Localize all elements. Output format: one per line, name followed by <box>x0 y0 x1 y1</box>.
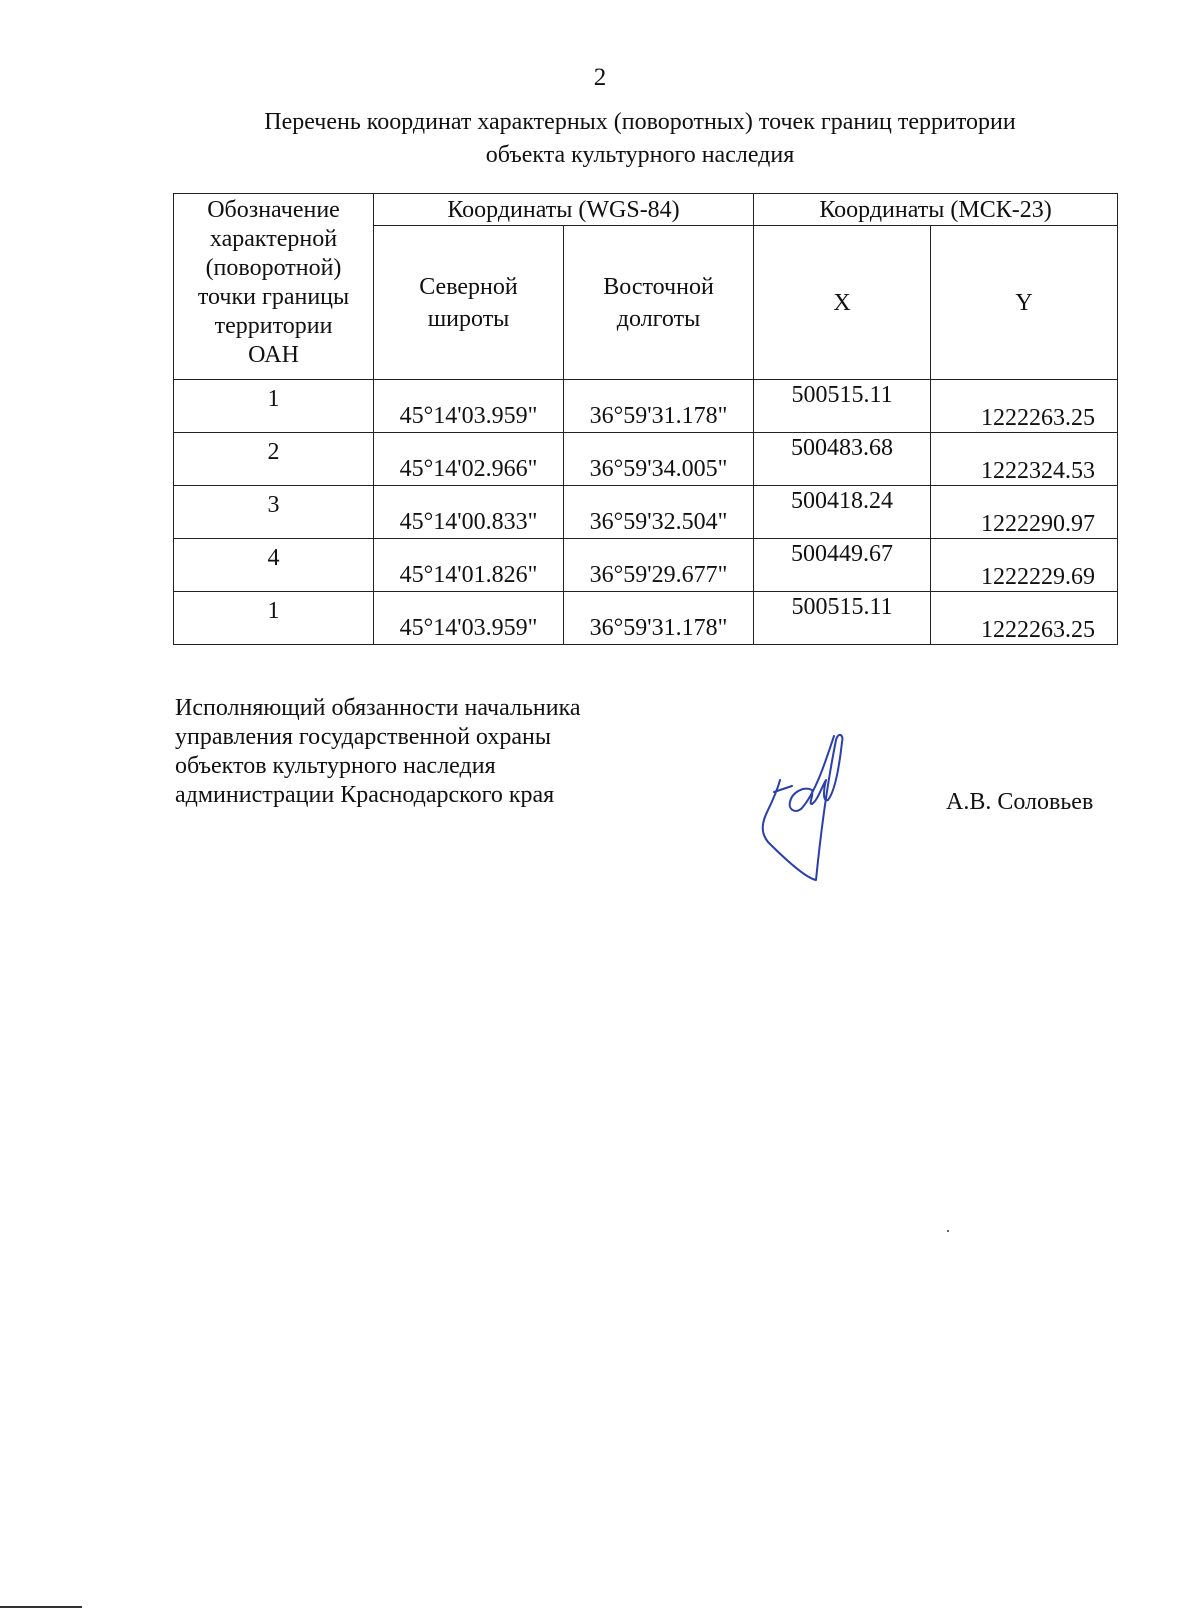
handwritten-signature-icon <box>756 730 876 890</box>
header-lat-line: широты <box>427 305 510 332</box>
cell-longitude: 36°59'31.178" <box>564 380 754 433</box>
cell-point-number: 3 <box>174 486 374 539</box>
header-lat-line: Северной <box>419 273 518 300</box>
header-north-latitude <box>374 226 564 380</box>
cell-latitude: 45°14'00.833" <box>374 486 564 539</box>
header-y: Y <box>931 226 1118 380</box>
cell-point-number: 1 <box>174 380 374 433</box>
header-point-line: Обозначение <box>207 197 340 223</box>
header-group-wgs84: Координаты (WGS-84) <box>374 194 754 226</box>
cell-x: 500418.24 <box>754 486 931 539</box>
header-point-line: точки границы <box>197 284 350 310</box>
cell-x: 500449.67 <box>754 539 931 592</box>
signer-position-line: управления государственной охраны <box>175 724 551 750</box>
document-title <box>160 106 1120 172</box>
table-row <box>174 539 1118 592</box>
cell-point-number: 1 <box>174 592 374 645</box>
cell-x: 500483.68 <box>754 433 931 486</box>
cell-longitude: 36°59'32.504" <box>564 486 754 539</box>
cell-latitude: 45°14'02.966" <box>374 433 564 486</box>
cell-longitude: 36°59'31.178" <box>564 592 754 645</box>
cell-y: 1222263.25 <box>931 380 1118 433</box>
cell-y: 1222229.69 <box>931 539 1118 592</box>
cell-point-number: 4 <box>174 539 374 592</box>
cell-y: 1222324.53 <box>931 433 1118 486</box>
signer-name: А.В. Соловьев <box>946 789 1094 815</box>
header-point-line: ОАН <box>248 342 299 368</box>
header-lon-line: долготы <box>616 305 701 332</box>
cell-latitude: 45°14'01.826" <box>374 539 564 592</box>
scan-dot <box>947 1230 949 1232</box>
cell-y: 1222290.97 <box>931 486 1118 539</box>
page-number: 2 <box>593 64 607 91</box>
cell-x: 500515.11 <box>754 380 931 433</box>
title-line-1: Перечень координат характерных (поворотных) точек границ территории <box>264 109 1016 135</box>
signer-position-line: объектов культурного наследия <box>175 753 496 779</box>
signature-strokes <box>763 735 843 880</box>
signer-position-line: администрации Краснодарского края <box>175 782 555 808</box>
header-point-line: (поворотной) <box>205 255 342 281</box>
table-row <box>174 486 1118 539</box>
scan-edge-mark <box>0 1606 82 1608</box>
header-point-line: территории <box>214 313 333 339</box>
title-line-2: объекта культурного наследия <box>485 142 795 168</box>
table-row <box>174 380 1118 433</box>
header-east-longitude <box>564 226 754 380</box>
signer-position-line: Исполняющий обязанности начальника <box>175 695 581 721</box>
cell-x: 500515.11 <box>754 592 931 645</box>
header-lon-line: Восточной <box>603 273 714 300</box>
cell-longitude: 36°59'34.005" <box>564 433 754 486</box>
cell-latitude: 45°14'03.959" <box>374 592 564 645</box>
cell-longitude: 36°59'29.677" <box>564 539 754 592</box>
header-x: X <box>754 226 931 380</box>
cell-point-number: 2 <box>174 433 374 486</box>
header-point-line: характерной <box>209 226 338 252</box>
coordinates-table <box>173 193 1118 645</box>
table-row <box>174 592 1118 645</box>
cell-latitude: 45°14'03.959" <box>374 380 564 433</box>
cell-y: 1222263.25 <box>931 592 1118 645</box>
signer-position <box>175 694 581 810</box>
header-group-msk23: Координаты (МСК-23) <box>754 194 1118 226</box>
header-point-designation <box>174 194 374 380</box>
table-row <box>174 433 1118 486</box>
